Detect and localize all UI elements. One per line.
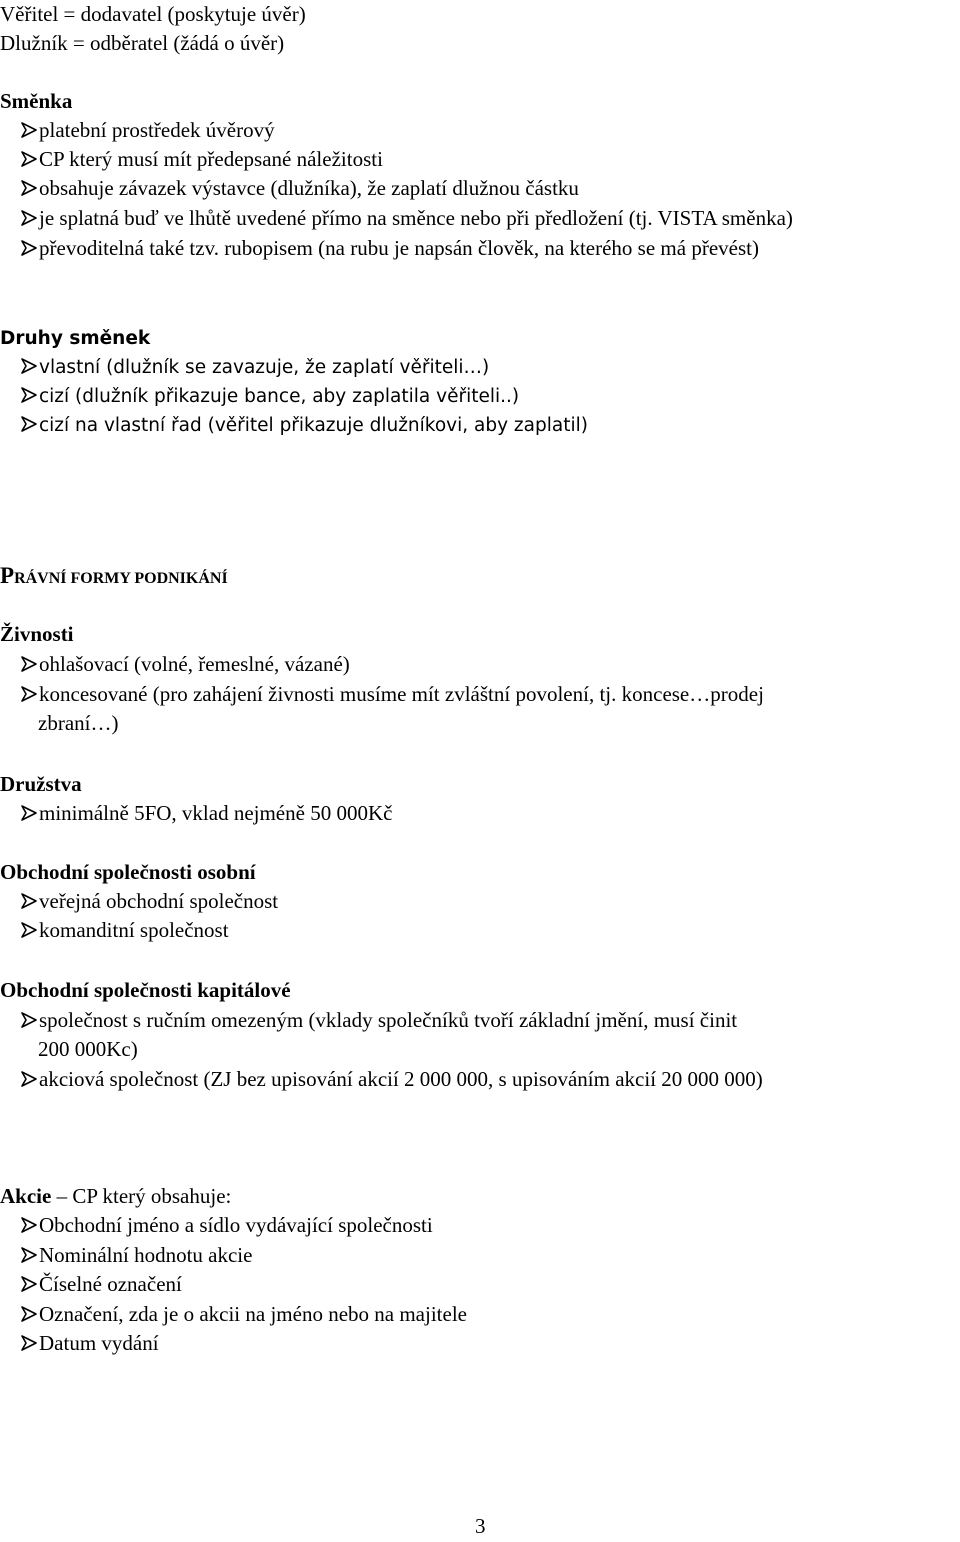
- list-item: CP který musí mít předepsané náležitosti: [20, 145, 383, 175]
- arrowhead-bullet-icon: [20, 655, 38, 673]
- heading-osobni: Obchodní společnosti osobní: [0, 860, 256, 884]
- heading-kapitalove: Obchodní společnosti kapitálové: [0, 978, 291, 1002]
- list-item: společnost s ručním omezeným (vklady společníků tvoří základní jmění, musí činit: [20, 1006, 737, 1036]
- arrowhead-bullet-icon: [20, 892, 38, 910]
- list-item: Obchodní jméno a sídlo vydávající společnosti: [20, 1211, 433, 1241]
- arrowhead-bullet-icon: [20, 415, 38, 433]
- list-item: cizí (dlužník přikazuje bance, aby zaplatila věřiteli..): [20, 382, 519, 412]
- intro-line-1: Věřitel = dodavatel (poskytuje úvěr): [0, 2, 306, 26]
- list-item: vlastní (dlužník se zavazuje, že zaplatí věřiteli…): [20, 353, 489, 383]
- arrowhead-bullet-icon: [20, 239, 38, 257]
- page-number: 3: [475, 1514, 486, 1538]
- arrowhead-bullet-icon: [20, 1070, 38, 1088]
- arrowhead-bullet-icon: [20, 179, 38, 197]
- intro-line-2: Dlužník = odběratel (žádá o úvěr): [0, 31, 285, 55]
- list-item: obsahuje závazek výstavce (dlužníka), že zaplatí dlužnou částku: [20, 174, 579, 204]
- arrowhead-bullet-icon: [20, 150, 38, 168]
- arrowhead-bullet-icon: [20, 1334, 38, 1352]
- list-item: cizí na vlastní řad (věřitel přikazuje dlužníkovi, aby zaplatil): [20, 411, 588, 441]
- heading-pravni-formy: PRÁVNÍ FORMY PODNIKÁNÍ: [0, 563, 228, 588]
- heading-smenka: Směnka: [0, 89, 73, 113]
- arrowhead-bullet-icon: [20, 1246, 38, 1264]
- arrowhead-bullet-icon: [20, 1275, 38, 1293]
- list-item-continuation: zbraní…): [38, 711, 119, 735]
- arrowhead-bullet-icon: [20, 386, 38, 404]
- list-item: akciová společnost (ZJ bez upisování akcií 2 000 000, s upisováním akcií 20 000 000): [20, 1065, 763, 1095]
- arrowhead-bullet-icon: [20, 1011, 38, 1029]
- list-item: Označení, zda je o akcii na jméno nebo na majitele: [20, 1300, 467, 1330]
- arrowhead-bullet-icon: [20, 121, 38, 139]
- list-item: Číselné označení: [20, 1270, 182, 1300]
- arrowhead-bullet-icon: [20, 685, 38, 703]
- list-item: je splatná buď ve lhůtě uvedené přímo na směnce nebo při předložení (tj. VISTA směnka): [20, 204, 793, 234]
- arrowhead-bullet-icon: [20, 804, 38, 822]
- heading-zivnosti: Živnosti: [0, 622, 74, 646]
- list-item: Datum vydání: [20, 1329, 159, 1359]
- heading-akcie: Akcie – CP který obsahuje:: [0, 1184, 232, 1208]
- arrowhead-bullet-icon: [20, 921, 38, 939]
- list-item: minimálně 5FO, vklad nejméně 50 000Kč: [20, 799, 392, 829]
- arrowhead-bullet-icon: [20, 1305, 38, 1323]
- arrowhead-bullet-icon: [20, 1216, 38, 1234]
- list-item: Nominální hodnotu akcie: [20, 1241, 252, 1271]
- list-item: koncesované (pro zahájení živnosti musíme mít zvláštní povolení, tj. koncese…prodej: [20, 680, 764, 710]
- list-item: veřejná obchodní společnost: [20, 887, 278, 917]
- list-item: ohlašovací (volné, řemeslné, vázané): [20, 650, 350, 680]
- arrowhead-bullet-icon: [20, 209, 38, 227]
- arrowhead-bullet-icon: [20, 357, 38, 375]
- list-item: převoditelná také tzv. rubopisem (na rubu je napsán člověk, na kterého se má převést): [20, 234, 759, 264]
- list-item: platební prostředek úvěrový: [20, 116, 275, 146]
- list-item-continuation: 200 000Kc): [38, 1037, 138, 1061]
- heading-druhy-smenek: Druhy směnek: [0, 328, 151, 349]
- heading-druzstva: Družstva: [0, 772, 82, 796]
- list-item: komanditní společnost: [20, 916, 229, 946]
